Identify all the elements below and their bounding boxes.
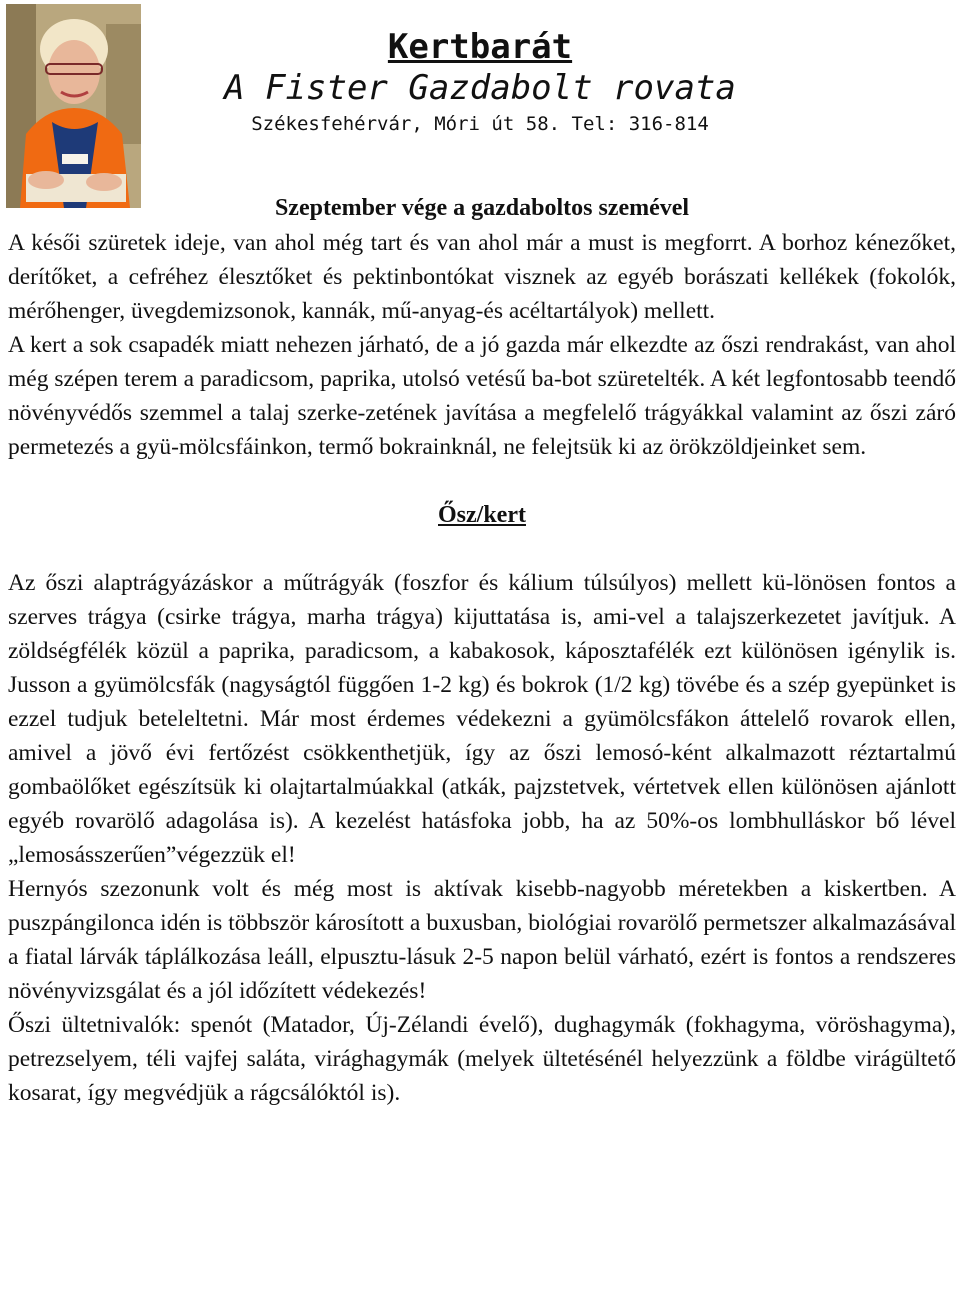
brand-title: Kertbarát xyxy=(387,27,573,67)
portrait-photo-icon xyxy=(6,4,141,208)
section-title: Ősz/kert xyxy=(438,502,526,528)
spacer xyxy=(8,532,956,566)
shop-address: Székesfehérvár, Móri út 58. Tel: 316-814 xyxy=(251,113,709,135)
article-title: Szeptember vége a gazdaboltos szemével xyxy=(274,195,690,221)
portrait-illustration xyxy=(6,4,141,208)
column-title: A Fister Gazdabolt rovata xyxy=(224,68,736,108)
paragraph-wine-season: A késői szüretek ideje, van ahol még tart és van ahol már a must is megforrt. A borhoz kénezőket, derítőket, a cefréhez élesztőket és pektinbontókat visznek az egyéb borászati kellékek (fokolók, mérőhenger, üvegdemizsonok, kannák, mű-anyag-és acéltartályok) mellett. xyxy=(8,230,956,324)
paragraph-garden-cleanup: A kert a sok csapadék miatt nehezen járható, de a jó gazda már elkezdte az őszi rendrakást, van ahol még szépen terem a paradicsom, paprika, utolsó vetésű ba-bot szüretelték. A két legfontosabb teendő növényvédős szemmel a talaj szerke-zetének javítása a megfelelő trágyákkal valamint az őszi záró permetezés a gyü-mölcsfáinkon, termő bokrainknál, ne felejtsük ki az örökzöldjeinket sem. xyxy=(8,332,956,460)
masthead xyxy=(150,28,810,136)
paragraph-fertilizing: Az őszi alaptrágyázáskor a műtrágyák (foszfor és kálium túlsúlyos) mellett kü-lönösen fontos a szerves trágya (csirke trágya, marha trágya) kijuttatása is, ami-vel a talajszerkezetet javítjuk. A zöldségfélék közül a paprika, paradicsom, a kabakosok, káposztafélék ezt különösen igénylik is. Jusson a gyümölcsfák (nagyságtól függően 1-2 kg) és bokrok (1/2 kg) tövébe és a szép gyepünket is ezzel tudjuk beteleltetni. Már most érdemes védekezni a gyümölcsfákon áttelelő rovarok ellen, amivel a jövő évi fertőzést csökkenthetjük, így az őszi lemosó-ként alkalmazott réztartalmú gombaölőket egészítsük ki olajtartalmúakkal (atkák, pajzstetvek, vértetvek ellen különösen ajánlott egyéb rovarölő adagolása is). A kezelést hatásfoka jobb, ha az 50%-os lombhulláskor bő lével „lemosásszerűen”végezzük el! xyxy=(8,570,956,868)
spacer xyxy=(8,464,956,498)
paragraph-caterpillars: Hernyós szezonunk volt és még most is aktívak kisebb-nagyobb méretekben a kiskertben. A puszpángiloncа idén is többször károsított a buxusban, biológiai rovarölő permetszer alkalmazásával a fiatal lárvák táplálkozása leáll, elpusztu-lásuk 2-5 napon belül várható, ezért is fontos a rendszeres növényvizsgálat és a jól időzített védekezés! xyxy=(8,876,956,1004)
paragraph-autumn-planting: Őszi ültetnivalók: spenót (Matador, Új-Zélandi évelő), dughagymák (fokhagyma, vöröshagyma), petrezselyem, téli vajfej saláta, virághagymák (melyek ültetésénél helyezzünk a földbe virágültető kosarat, így megvédjük a rágcsálóktól is). xyxy=(8,1012,956,1106)
article xyxy=(8,190,956,1110)
